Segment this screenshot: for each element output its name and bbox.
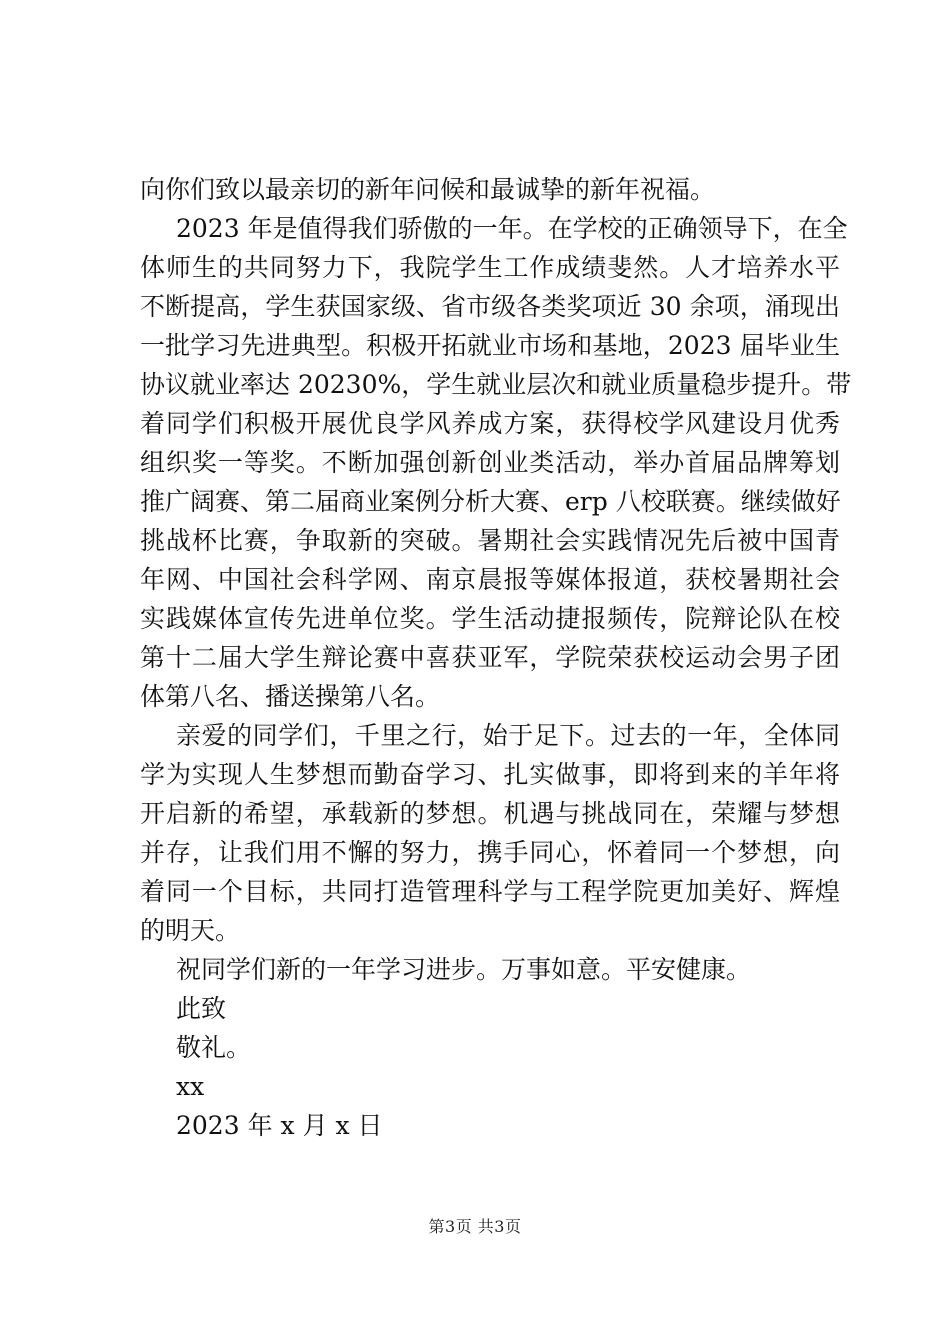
text-line: 体师生的共同努力下，我院学生工作成绩斐然。人才培养水平 — [140, 253, 840, 282]
text-line: 一批学习先进典型。积极开拓就业市场和基地，2023 届毕业生 — [140, 331, 840, 360]
page-footer: 第3页 共3页 — [428, 1217, 522, 1236]
text-line: 开启新的希望，承载新的梦想。机遇与挑战同在，荣耀与梦想 — [140, 799, 840, 828]
text-line: 组织奖一等奖。不断加强创新创业类活动，举办首届品牌筹划 — [140, 448, 840, 477]
text-line: 敬礼。 — [176, 1033, 252, 1062]
text-line: 第十二届大学生辩论赛中喜获亚军，学院荣获校运动会男子团 — [140, 643, 840, 672]
text-line: 此致 — [176, 994, 227, 1023]
text-line: 向你们致以最亲切的新年问候和最诚挚的新年祝福。 — [140, 175, 716, 204]
text-line: 体第八名、播送操第八名。 — [140, 682, 441, 711]
text-line: 着同一个目标，共同打造管理科学与工程学院更加美好、辉煌 — [140, 877, 840, 906]
text-line: 协议就业率达 20230%，学生就业层次和就业质量稳步提升。带 — [140, 370, 852, 399]
text-line: 挑战杯比赛，争取新的突破。暑期社会实践情况先后被中国青 — [140, 526, 840, 555]
text-line: 推广阔赛、第二届商业案例分析大赛、erp 八校联赛。继续做好 — [140, 487, 841, 516]
text-line: 着同学们积极开展优良学风养成方案，获得校学风建设月优秀 — [140, 409, 840, 438]
text-line: 亲爱的同学们，千里之行，始于足下。过去的一年，全体同 — [176, 721, 840, 750]
text-line: 并存，让我们用不懈的努力，携手同心，怀着同一个梦想，向 — [140, 838, 840, 867]
text-line: 学为实现人生梦想而勤奋学习、扎实做事，即将到来的羊年将 — [140, 760, 840, 789]
text-line: 祝同学们新的一年学习进步。万事如意。平安健康。 — [176, 955, 752, 984]
text-line: 的明天。 — [140, 916, 241, 945]
text-line: 2023 年 x 月 x 日 — [176, 1111, 383, 1140]
text-line: xx — [176, 1072, 205, 1101]
text-line: 2023 年是值得我们骄傲的一年。在学校的正确领导下，在全 — [176, 214, 848, 243]
text-line: 年网、中国社会科学网、南京晨报等媒体报道，获校暑期社会 — [140, 565, 840, 594]
text-line: 实践媒体宣传先进单位奖。学生活动捷报频传，院辩论队在校 — [140, 604, 840, 633]
text-line: 不断提高，学生获国家级、省市级各类奖项近 30 余项，涌现出 — [140, 292, 840, 321]
document-body — [140, 170, 852, 1145]
